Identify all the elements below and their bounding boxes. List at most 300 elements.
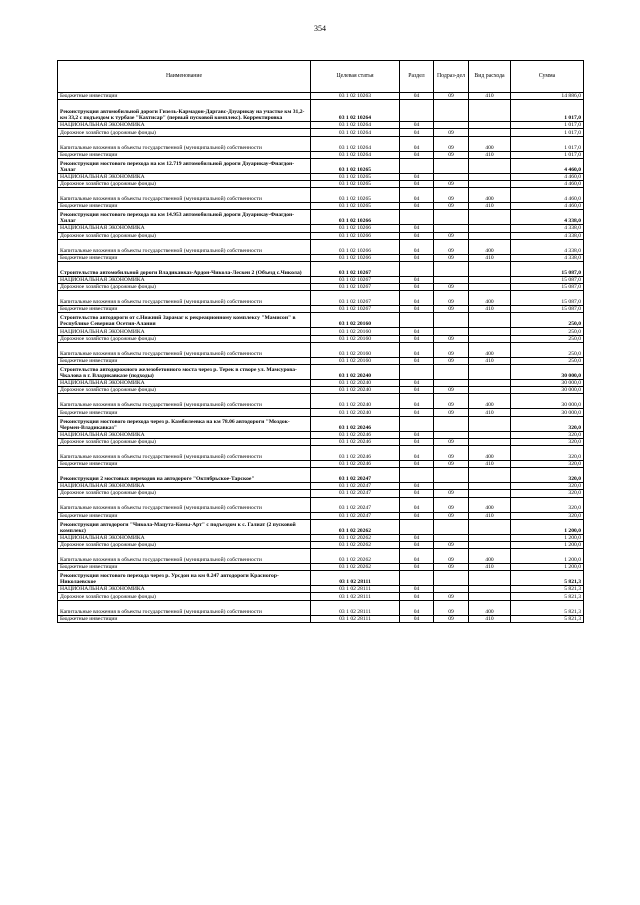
cell-name: НАЦИОНАЛЬНАЯ ЭКОНОМИКА — [58, 586, 311, 593]
table-row — [58, 380, 584, 387]
budget-table-container — [57, 60, 583, 623]
cell-subsection: 09 — [434, 342, 469, 357]
cell-section: 04 — [400, 122, 434, 129]
cell-section: 04 — [400, 483, 434, 490]
table-row — [58, 93, 584, 100]
cell-section: 04 — [400, 306, 434, 313]
cell-subsection — [434, 122, 469, 129]
cell-subsection: 09 — [434, 490, 469, 497]
cell-sum: 1 200,0 — [511, 564, 584, 571]
cell-article: 03 1 02 10265 — [311, 158, 400, 173]
cell-sum: 4 338,0 — [511, 210, 584, 225]
cell-article: 03 1 02 28111 — [311, 586, 400, 593]
table-row — [58, 468, 584, 483]
cell-section — [400, 365, 434, 380]
cell-subsection — [434, 261, 469, 276]
cell-expense-type — [469, 380, 511, 387]
cell-name: НАЦИОНАЛЬНАЯ ЭКОНОМИКА — [58, 431, 311, 438]
cell-expense-type — [469, 468, 511, 483]
cell-subsection — [434, 416, 469, 431]
table-row — [58, 328, 584, 335]
cell-sum: 250,0 — [511, 335, 584, 342]
cell-section: 04 — [400, 615, 434, 622]
cell-subsection: 09 — [434, 394, 469, 409]
cell-sum: 4 460,0 — [511, 203, 584, 210]
cell-expense-type — [469, 586, 511, 593]
cell-name: НАЦИОНАЛЬНАЯ ЭКОНОМИКА — [58, 380, 311, 387]
cell-sum: 1 200,0 — [511, 549, 584, 564]
cell-section — [400, 571, 434, 586]
table-row — [58, 534, 584, 541]
cell-article: 03 1 02 10265 — [311, 180, 400, 187]
cell-article: 03 1 02 10266 — [311, 225, 400, 232]
cell-name: Дорожное хозяйство (дорожные фонды) — [58, 335, 311, 342]
cell-article: 03 1 02 10266 — [311, 239, 400, 254]
cell-article: 03 1 02 20160 — [311, 328, 400, 335]
cell-article: 03 1 02 10264 — [311, 122, 400, 129]
cell-name: Бюджетные инвестиции — [58, 357, 311, 364]
cell-article: 03 1 02 20160 — [311, 357, 400, 364]
cell-section: 04 — [400, 431, 434, 438]
cell-name: Реконструкция автодороги "Чикола-Мацута-Комы-Арт" с подъездом к с. Галиат (2 пусковой комплекс) — [58, 519, 311, 534]
cell-article: 03 1 02 20247 — [311, 468, 400, 483]
cell-subsection: 09 — [434, 593, 469, 600]
cell-name: НАЦИОНАЛЬНАЯ ЭКОНОМИКА — [58, 173, 311, 180]
cell-section: 04 — [400, 342, 434, 357]
cell-sum: 4 460,0 — [511, 180, 584, 187]
cell-name: Бюджетные инвестиции — [58, 460, 311, 467]
cell-article: 03 1 02 10265 — [311, 203, 400, 210]
cell-section: 04 — [400, 490, 434, 497]
cell-name: Дорожное хозяйство (дорожные фонды) — [58, 284, 311, 291]
cell-expense-type — [469, 593, 511, 600]
cell-section — [400, 468, 434, 483]
cell-section: 04 — [400, 497, 434, 512]
cell-article: 03 1 02 20246 — [311, 431, 400, 438]
cell-sum: 30 000,0 — [511, 365, 584, 380]
cell-name: Бюджетные инвестиции — [58, 409, 311, 416]
table-row — [58, 276, 584, 283]
cell-section: 04 — [400, 136, 434, 151]
table-row — [58, 335, 584, 342]
cell-expense-type — [469, 438, 511, 445]
table-row — [58, 394, 584, 409]
cell-article: 03 1 02 10267 — [311, 284, 400, 291]
cell-article: 03 1 02 20246 — [311, 438, 400, 445]
cell-subsection: 09 — [434, 232, 469, 239]
cell-section: 04 — [400, 593, 434, 600]
cell-name: Капитальные вложения в объекты государственной (муниципальной) собственности — [58, 188, 311, 203]
cell-name: Капитальные вложения в объекты государственной (муниципальной) собственности — [58, 394, 311, 409]
cell-expense-type — [469, 490, 511, 497]
cell-article: 03 1 02 28111 — [311, 615, 400, 622]
cell-article: 03 1 02 20262 — [311, 549, 400, 564]
cell-sum: 4 460,0 — [511, 173, 584, 180]
table-row — [58, 254, 584, 261]
cell-name: Капитальные вложения в объекты государственной (муниципальной) собственности — [58, 445, 311, 460]
table-row — [58, 313, 584, 328]
cell-expense-type: 410 — [469, 460, 511, 467]
table-row — [58, 549, 584, 564]
cell-name: НАЦИОНАЛЬНАЯ ЭКОНОМИКА — [58, 328, 311, 335]
cell-section: 04 — [400, 460, 434, 467]
cell-name: НАЦИОНАЛЬНАЯ ЭКОНОМИКА — [58, 483, 311, 490]
cell-subsection: 09 — [434, 497, 469, 512]
cell-sum: 320,0 — [511, 416, 584, 431]
cell-sum: 5 821,3 — [511, 600, 584, 615]
table-row — [58, 232, 584, 239]
cell-sum: 250,0 — [511, 342, 584, 357]
cell-expense-type — [469, 328, 511, 335]
cell-sum: 1 200,0 — [511, 519, 584, 534]
cell-article: 03 1 02 20240 — [311, 394, 400, 409]
cell-section: 04 — [400, 254, 434, 261]
cell-section: 04 — [400, 173, 434, 180]
cell-section — [400, 416, 434, 431]
cell-subsection — [434, 483, 469, 490]
cell-expense-type — [469, 284, 511, 291]
cell-expense-type — [469, 431, 511, 438]
cell-section: 04 — [400, 564, 434, 571]
cell-expense-type: 400 — [469, 549, 511, 564]
cell-section: 04 — [400, 438, 434, 445]
cell-name: Бюджетные инвестиции — [58, 254, 311, 261]
cell-section — [400, 313, 434, 328]
cell-article: 03 1 02 20160 — [311, 335, 400, 342]
cell-subsection — [434, 571, 469, 586]
header-expense-type: Вид расхода — [469, 61, 511, 93]
cell-sum: 15 087,0 — [511, 306, 584, 313]
cell-expense-type: 410 — [469, 615, 511, 622]
cell-expense-type — [469, 129, 511, 136]
table-row — [58, 225, 584, 232]
cell-sum: 4 338,0 — [511, 239, 584, 254]
table-row — [58, 541, 584, 548]
cell-sum: 5 821,3 — [511, 593, 584, 600]
cell-expense-type: 410 — [469, 254, 511, 261]
cell-expense-type — [469, 158, 511, 173]
cell-expense-type — [469, 276, 511, 283]
table-body — [58, 93, 584, 623]
table-row — [58, 593, 584, 600]
cell-sum: 320,0 — [511, 512, 584, 519]
cell-name: Бюджетные инвестиции — [58, 203, 311, 210]
cell-subsection: 09 — [434, 564, 469, 571]
cell-article: 03 1 02 20246 — [311, 460, 400, 467]
header-article: Целевая статья — [311, 61, 400, 93]
cell-article: 03 1 02 28111 — [311, 600, 400, 615]
cell-sum: 1 017,0 — [511, 100, 584, 122]
cell-expense-type — [469, 180, 511, 187]
cell-name: Строительство автомобильной дороги Владикавказ-Ардон-Чикола-Лескен 2 (Объезд с.Чикола) — [58, 261, 311, 276]
cell-subsection: 09 — [434, 512, 469, 519]
cell-sum: 30 000,0 — [511, 409, 584, 416]
cell-subsection — [434, 313, 469, 328]
table-row — [58, 445, 584, 460]
cell-section: 04 — [400, 93, 434, 100]
cell-subsection — [434, 534, 469, 541]
table-row — [58, 365, 584, 380]
cell-expense-type: 410 — [469, 203, 511, 210]
cell-expense-type — [469, 232, 511, 239]
cell-sum: 1 200,0 — [511, 534, 584, 541]
table-row — [58, 615, 584, 622]
cell-name: Капитальные вложения в объекты государственной (муниципальной) собственности — [58, 239, 311, 254]
cell-expense-type: 400 — [469, 342, 511, 357]
cell-name: Дорожное хозяйство (дорожные фонды) — [58, 438, 311, 445]
cell-subsection: 09 — [434, 445, 469, 460]
cell-article: 03 1 02 20240 — [311, 380, 400, 387]
cell-article: 03 1 02 10265 — [311, 173, 400, 180]
cell-expense-type: 400 — [469, 239, 511, 254]
table-row — [58, 151, 584, 158]
cell-section: 04 — [400, 239, 434, 254]
cell-name: Дорожное хозяйство (дорожные фонды) — [58, 232, 311, 239]
cell-subsection: 09 — [434, 600, 469, 615]
cell-section — [400, 158, 434, 173]
cell-section: 04 — [400, 225, 434, 232]
table-row — [58, 387, 584, 394]
cell-expense-type: 410 — [469, 564, 511, 571]
table-row — [58, 239, 584, 254]
cell-sum: 15 087,0 — [511, 276, 584, 283]
cell-section: 04 — [400, 445, 434, 460]
cell-subsection: 09 — [434, 129, 469, 136]
cell-name: Дорожное хозяйство (дорожные фонды) — [58, 593, 311, 600]
cell-name: Дорожное хозяйство (дорожные фонды) — [58, 541, 311, 548]
cell-subsection: 09 — [434, 93, 469, 100]
cell-subsection — [434, 100, 469, 122]
cell-article: 03 1 02 20246 — [311, 416, 400, 431]
cell-expense-type: 410 — [469, 512, 511, 519]
header-subsection: Подраз-дел — [434, 61, 469, 93]
cell-section: 04 — [400, 380, 434, 387]
cell-subsection: 09 — [434, 409, 469, 416]
table-row — [58, 291, 584, 306]
cell-name: Дорожное хозяйство (дорожные фонды) — [58, 129, 311, 136]
cell-article: 03 1 02 10267 — [311, 261, 400, 276]
cell-expense-type — [469, 225, 511, 232]
cell-article: 03 1 02 20246 — [311, 445, 400, 460]
cell-subsection — [434, 365, 469, 380]
cell-sum: 250,0 — [511, 357, 584, 364]
cell-expense-type: 410 — [469, 151, 511, 158]
cell-sum: 14 886,0 — [511, 93, 584, 100]
table-row — [58, 497, 584, 512]
cell-expense-type: 400 — [469, 136, 511, 151]
cell-section: 04 — [400, 203, 434, 210]
cell-sum: 1 017,0 — [511, 122, 584, 129]
cell-expense-type — [469, 335, 511, 342]
cell-expense-type — [469, 571, 511, 586]
cell-section: 04 — [400, 291, 434, 306]
cell-subsection — [434, 468, 469, 483]
cell-section: 04 — [400, 357, 434, 364]
cell-section — [400, 519, 434, 534]
cell-sum: 15 087,0 — [511, 291, 584, 306]
cell-subsection: 09 — [434, 254, 469, 261]
cell-expense-type — [469, 261, 511, 276]
cell-name: Реконструкция автомобильной дороги Гизель-Кармадон-Даргавс-Дзуарикау на участке км 31,2-км 33,2 с подъездом к турбазе "Кахтисар" (первый пусковой комплекс). Корректировка — [58, 100, 311, 122]
cell-name: Капитальные вложения в объекты государственной (муниципальной) собственности — [58, 600, 311, 615]
cell-name: Реконструкция мостового перехода через р. Урсдон на км 0.247 автодороги Красногор-Николаевское — [58, 571, 311, 586]
table-row — [58, 158, 584, 173]
cell-sum: 320,0 — [511, 483, 584, 490]
table-row — [58, 122, 584, 129]
cell-section: 04 — [400, 512, 434, 519]
cell-section: 04 — [400, 180, 434, 187]
table-row — [58, 571, 584, 586]
cell-section: 04 — [400, 534, 434, 541]
cell-sum: 320,0 — [511, 460, 584, 467]
cell-sum: 1 200,0 — [511, 541, 584, 548]
table-row — [58, 416, 584, 431]
cell-subsection: 09 — [434, 387, 469, 394]
cell-subsection — [434, 225, 469, 232]
cell-subsection — [434, 158, 469, 173]
table-row — [58, 180, 584, 187]
cell-expense-type — [469, 122, 511, 129]
cell-name: Бюджетные инвестиции — [58, 564, 311, 571]
cell-name: Капитальные вложения в объекты государственной (муниципальной) собственности — [58, 342, 311, 357]
cell-article: 03 1 02 20262 — [311, 564, 400, 571]
table-row — [58, 136, 584, 151]
cell-section: 04 — [400, 276, 434, 283]
cell-expense-type — [469, 173, 511, 180]
cell-expense-type: 400 — [469, 497, 511, 512]
cell-section: 04 — [400, 232, 434, 239]
cell-expense-type — [469, 541, 511, 548]
cell-expense-type — [469, 100, 511, 122]
table-row — [58, 512, 584, 519]
table-row — [58, 431, 584, 438]
cell-name: Бюджетные инвестиции — [58, 93, 311, 100]
table-row — [58, 188, 584, 203]
cell-subsection: 09 — [434, 239, 469, 254]
cell-subsection — [434, 276, 469, 283]
cell-expense-type: 410 — [469, 306, 511, 313]
cell-article: 03 1 02 10264 — [311, 136, 400, 151]
cell-name: Дорожное хозяйство (дорожные фонды) — [58, 490, 311, 497]
cell-subsection: 09 — [434, 180, 469, 187]
cell-sum: 320,0 — [511, 431, 584, 438]
cell-article: 03 1 02 28111 — [311, 571, 400, 586]
cell-article: 03 1 02 10266 — [311, 254, 400, 261]
table-row — [58, 460, 584, 467]
cell-name: Строительство автодорожного железобетонного моста через р. Терек в створе ул. Мамсурова-Чкалова в г. Владикавказе (подходы) — [58, 365, 311, 380]
cell-subsection — [434, 380, 469, 387]
cell-expense-type — [469, 210, 511, 225]
table-row — [58, 261, 584, 276]
cell-expense-type — [469, 365, 511, 380]
cell-sum: 4 460,0 — [511, 188, 584, 203]
cell-article: 03 1 02 10267 — [311, 291, 400, 306]
table-row — [58, 586, 584, 593]
cell-name: Бюджетные инвестиции — [58, 512, 311, 519]
cell-sum: 5 821,3 — [511, 571, 584, 586]
cell-subsection: 09 — [434, 136, 469, 151]
cell-subsection: 09 — [434, 460, 469, 467]
cell-name: НАЦИОНАЛЬНАЯ ЭКОНОМИКА — [58, 534, 311, 541]
cell-name: Строительство автодороги от с.Нижний Зарамаг к рекреационному комплексу "Мамисон" в Республике Северная Осетия-Алания — [58, 313, 311, 328]
table-row — [58, 173, 584, 180]
cell-subsection: 09 — [434, 549, 469, 564]
cell-article: 03 1 02 20247 — [311, 490, 400, 497]
cell-article: 03 1 02 10265 — [311, 188, 400, 203]
cell-name: Капитальные вложения в объекты государственной (муниципальной) собственности — [58, 136, 311, 151]
cell-section — [400, 210, 434, 225]
cell-subsection: 09 — [434, 541, 469, 548]
cell-name: Бюджетные инвестиции — [58, 151, 311, 158]
cell-section: 04 — [400, 387, 434, 394]
table-row — [58, 483, 584, 490]
cell-article: 03 1 02 20262 — [311, 519, 400, 534]
cell-subsection: 09 — [434, 615, 469, 622]
cell-expense-type: 400 — [469, 445, 511, 460]
cell-section: 04 — [400, 394, 434, 409]
cell-expense-type — [469, 387, 511, 394]
cell-article: 03 1 02 20247 — [311, 512, 400, 519]
cell-expense-type — [469, 313, 511, 328]
table-row — [58, 438, 584, 445]
cell-section: 04 — [400, 188, 434, 203]
cell-subsection — [434, 519, 469, 534]
header-sum: Сумма — [511, 61, 584, 93]
cell-section: 04 — [400, 328, 434, 335]
cell-section: 04 — [400, 129, 434, 136]
cell-subsection: 09 — [434, 203, 469, 210]
cell-name: Реконструкция мостового перехода через р. Камбилеевка на км 78.06 автодороги "Моздок-Чермен-Владикавказ" — [58, 416, 311, 431]
cell-subsection: 09 — [434, 188, 469, 203]
table-row — [58, 357, 584, 364]
cell-sum: 320,0 — [511, 468, 584, 483]
cell-subsection — [434, 431, 469, 438]
cell-article: 03 1 02 20160 — [311, 342, 400, 357]
cell-sum: 30 000,0 — [511, 394, 584, 409]
cell-name: Реконструкция мостового перехода на км 12.719 автомобильной дороги Дзуарикау-Фиагдон-Хилаг — [58, 158, 311, 173]
table-row — [58, 564, 584, 571]
cell-expense-type: 410 — [469, 357, 511, 364]
cell-article: 03 1 02 20240 — [311, 409, 400, 416]
cell-subsection — [434, 328, 469, 335]
table-row — [58, 600, 584, 615]
table-row — [58, 519, 584, 534]
cell-sum: 250,0 — [511, 328, 584, 335]
cell-article: 03 1 02 10264 — [311, 151, 400, 158]
cell-name: НАЦИОНАЛЬНАЯ ЭКОНОМИКА — [58, 122, 311, 129]
cell-subsection — [434, 586, 469, 593]
cell-expense-type: 410 — [469, 93, 511, 100]
cell-article: 03 1 02 10267 — [311, 276, 400, 283]
table-header-row — [58, 61, 584, 93]
cell-sum: 5 821,3 — [511, 586, 584, 593]
cell-section: 04 — [400, 284, 434, 291]
table-row — [58, 306, 584, 313]
cell-subsection: 09 — [434, 291, 469, 306]
cell-subsection — [434, 210, 469, 225]
cell-sum: 320,0 — [511, 445, 584, 460]
table-row — [58, 129, 584, 136]
cell-section: 04 — [400, 151, 434, 158]
cell-sum: 30 000,0 — [511, 380, 584, 387]
cell-article: 03 1 02 10263 — [311, 93, 400, 100]
cell-article: 03 1 02 10266 — [311, 232, 400, 239]
cell-article: 03 1 02 20160 — [311, 313, 400, 328]
cell-article: 03 1 02 20247 — [311, 483, 400, 490]
table-row — [58, 490, 584, 497]
cell-sum: 320,0 — [511, 497, 584, 512]
cell-expense-type — [469, 483, 511, 490]
